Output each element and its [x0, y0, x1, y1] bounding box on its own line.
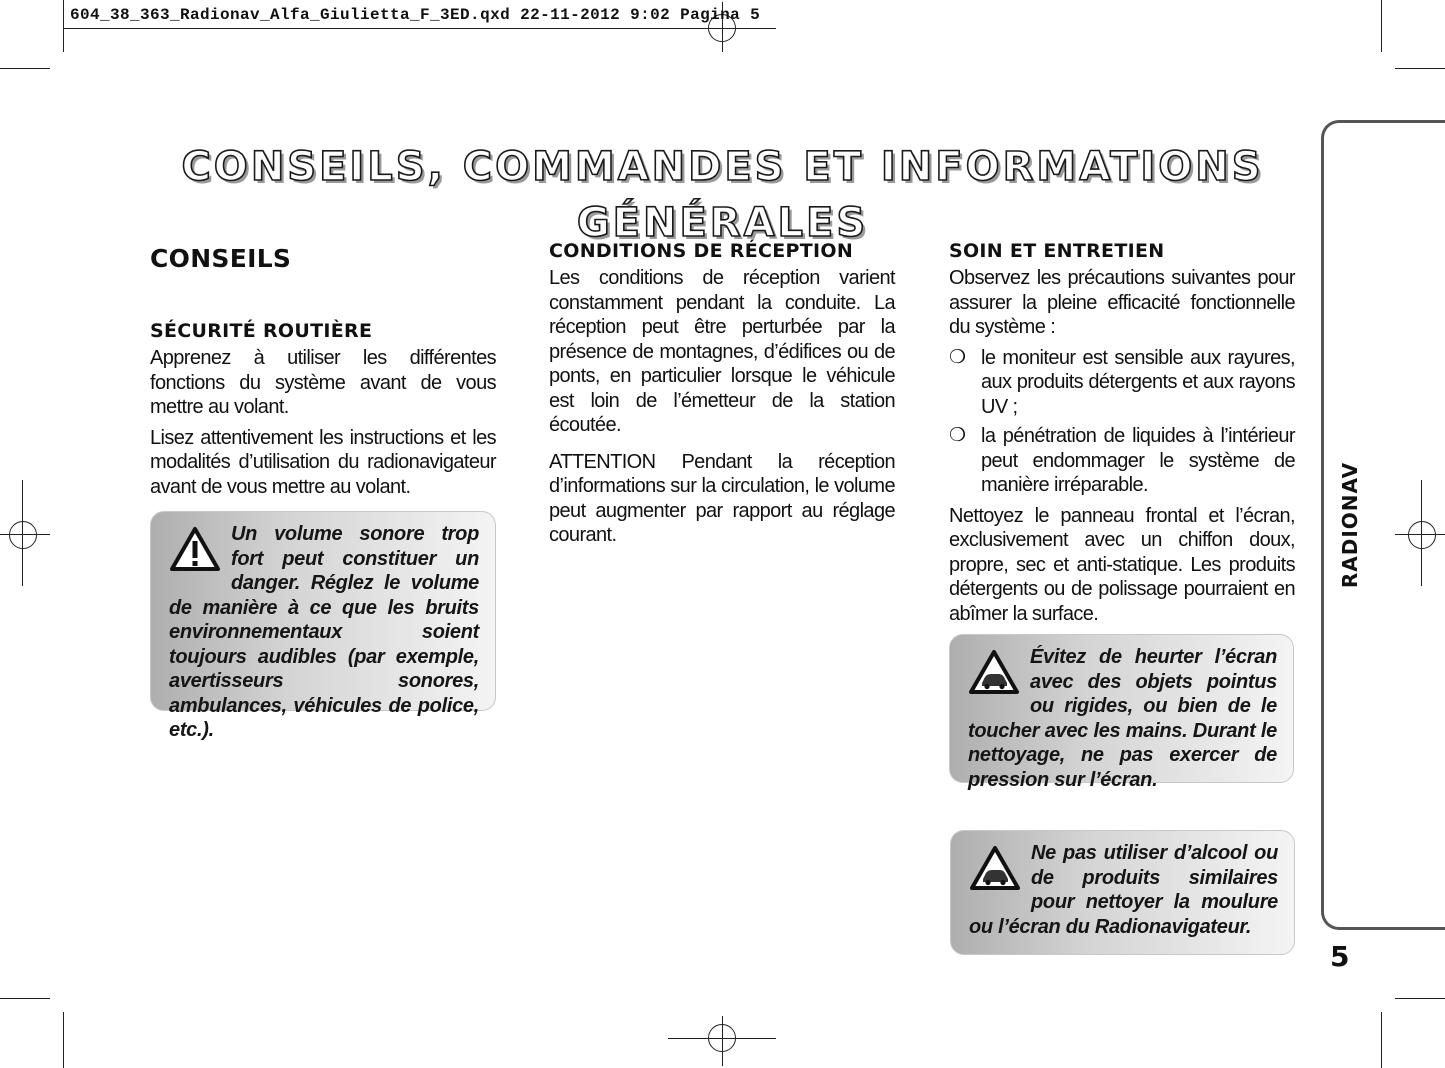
car-warning-icon [968, 649, 1020, 695]
warning-text: Évitez de heurter l’écran avec des objets pointus ou rigides, ou bien de le toucher avec les mains. Durant le nettoyage, ne pas exercer de pression sur l’écran. [968, 646, 1277, 791]
registration-mark [9, 521, 37, 549]
crop-mark [0, 998, 50, 999]
page-title: CONSEILS, COMMANDES ET INFORMATIONS GÉNÉRALES [181, 143, 1264, 246]
warning-box-screen [949, 634, 1294, 791]
paragraph: Les conditions de réception varient constamment pendant la conduite. La réception peut être perturbée par la présence de montagnes, d’édifices ou de ponts, en particulier lorsque le véhicule est loin de l’émetteur de la station écoutée. [549, 267, 895, 436]
crop-mark [1381, 0, 1382, 52]
warning-text: Ne pas utiliser d’alcool ou de produits similaires pour nettoyer la moulure ou l’écran du Radionavigateur. [969, 842, 1278, 938]
column-conseils [150, 240, 496, 505]
hollow-circle-bullet-icon: ❍ [949, 425, 966, 446]
paragraph-attention: ATTENTION Pendant la réception d’informations sur la circulation, le volume peut augmenter par rapport au réglage courant. [549, 450, 895, 546]
hollow-circle-bullet-icon: ❍ [949, 346, 966, 368]
crop-mark [63, 1012, 64, 1068]
crop-mark [63, 0, 64, 52]
crop-mark [1395, 68, 1445, 69]
crop-mark [1381, 1012, 1382, 1068]
column-conditions-reception [549, 240, 895, 554]
list-item-text: le moniteur est sensible aux rayures, aux produits détergents et aux rayons UV ; [981, 346, 1295, 418]
subheading-conditions-reception: CONDITIONS DE RÉCEPTION [549, 240, 854, 262]
file-header: 604_38_363_Radionav_Alfa_Giulietta_F_3ED.qxd 22-11-2012 9:02 Pagina 5 [70, 6, 761, 24]
car-warning-icon [969, 845, 1021, 891]
crop-mark [0, 68, 50, 69]
paragraph-intro: Observez les précautions suivantes pour assurer la pleine efficacité fonctionnelle du système : [949, 267, 1295, 338]
side-tab-label: RADIONAV [1338, 461, 1362, 589]
precautions-list [949, 346, 1295, 498]
subheading-soin-entretien: SOIN ET ENTRETIEN [949, 240, 1165, 262]
warning-triangle-icon [169, 526, 221, 572]
file-header-rule [64, 28, 776, 29]
warning-box-volume [150, 511, 496, 741]
list-item [949, 424, 1295, 498]
paragraph-outro: Nettoyez le panneau frontal et l’écran, exclusivement avec un chiffon doux, propre, sec et anti-statique. Les produits détergents ou de polissage pourraient en abîmer la surface. [949, 504, 1295, 625]
subheading-securite-routiere: SÉCURITÉ ROUTIÈRE [150, 320, 373, 342]
paragraph: Apprenez à utiliser les différentes fonctions du système avant de vous mettre au volant. [150, 347, 496, 418]
warning-text: Un volume sonore trop fort peut constituer un danger. Réglez le volume de manière à ce que les bruits environnementaux soient toujours audibles (par exemple, avertisseurs sonores, ambulances, véhicules de police, etc.). [169, 523, 479, 741]
section-heading-conseils: CONSEILS [150, 244, 292, 273]
column-soin-entretien [949, 240, 1295, 632]
warning-box-alcohol [950, 830, 1295, 955]
page-number: 5 [1330, 940, 1350, 973]
registration-mark [708, 1024, 736, 1052]
paragraph: Lisez attentivement les instructions et les modalités d’utilisation du radionavigateur avant de vous mettre au volant. [150, 426, 496, 498]
list-item [949, 346, 1295, 420]
crop-mark [1395, 998, 1445, 999]
list-item-text: la pénétration de liquides à l’intérieur peut endommager le système de manière irréparable. [981, 425, 1295, 496]
